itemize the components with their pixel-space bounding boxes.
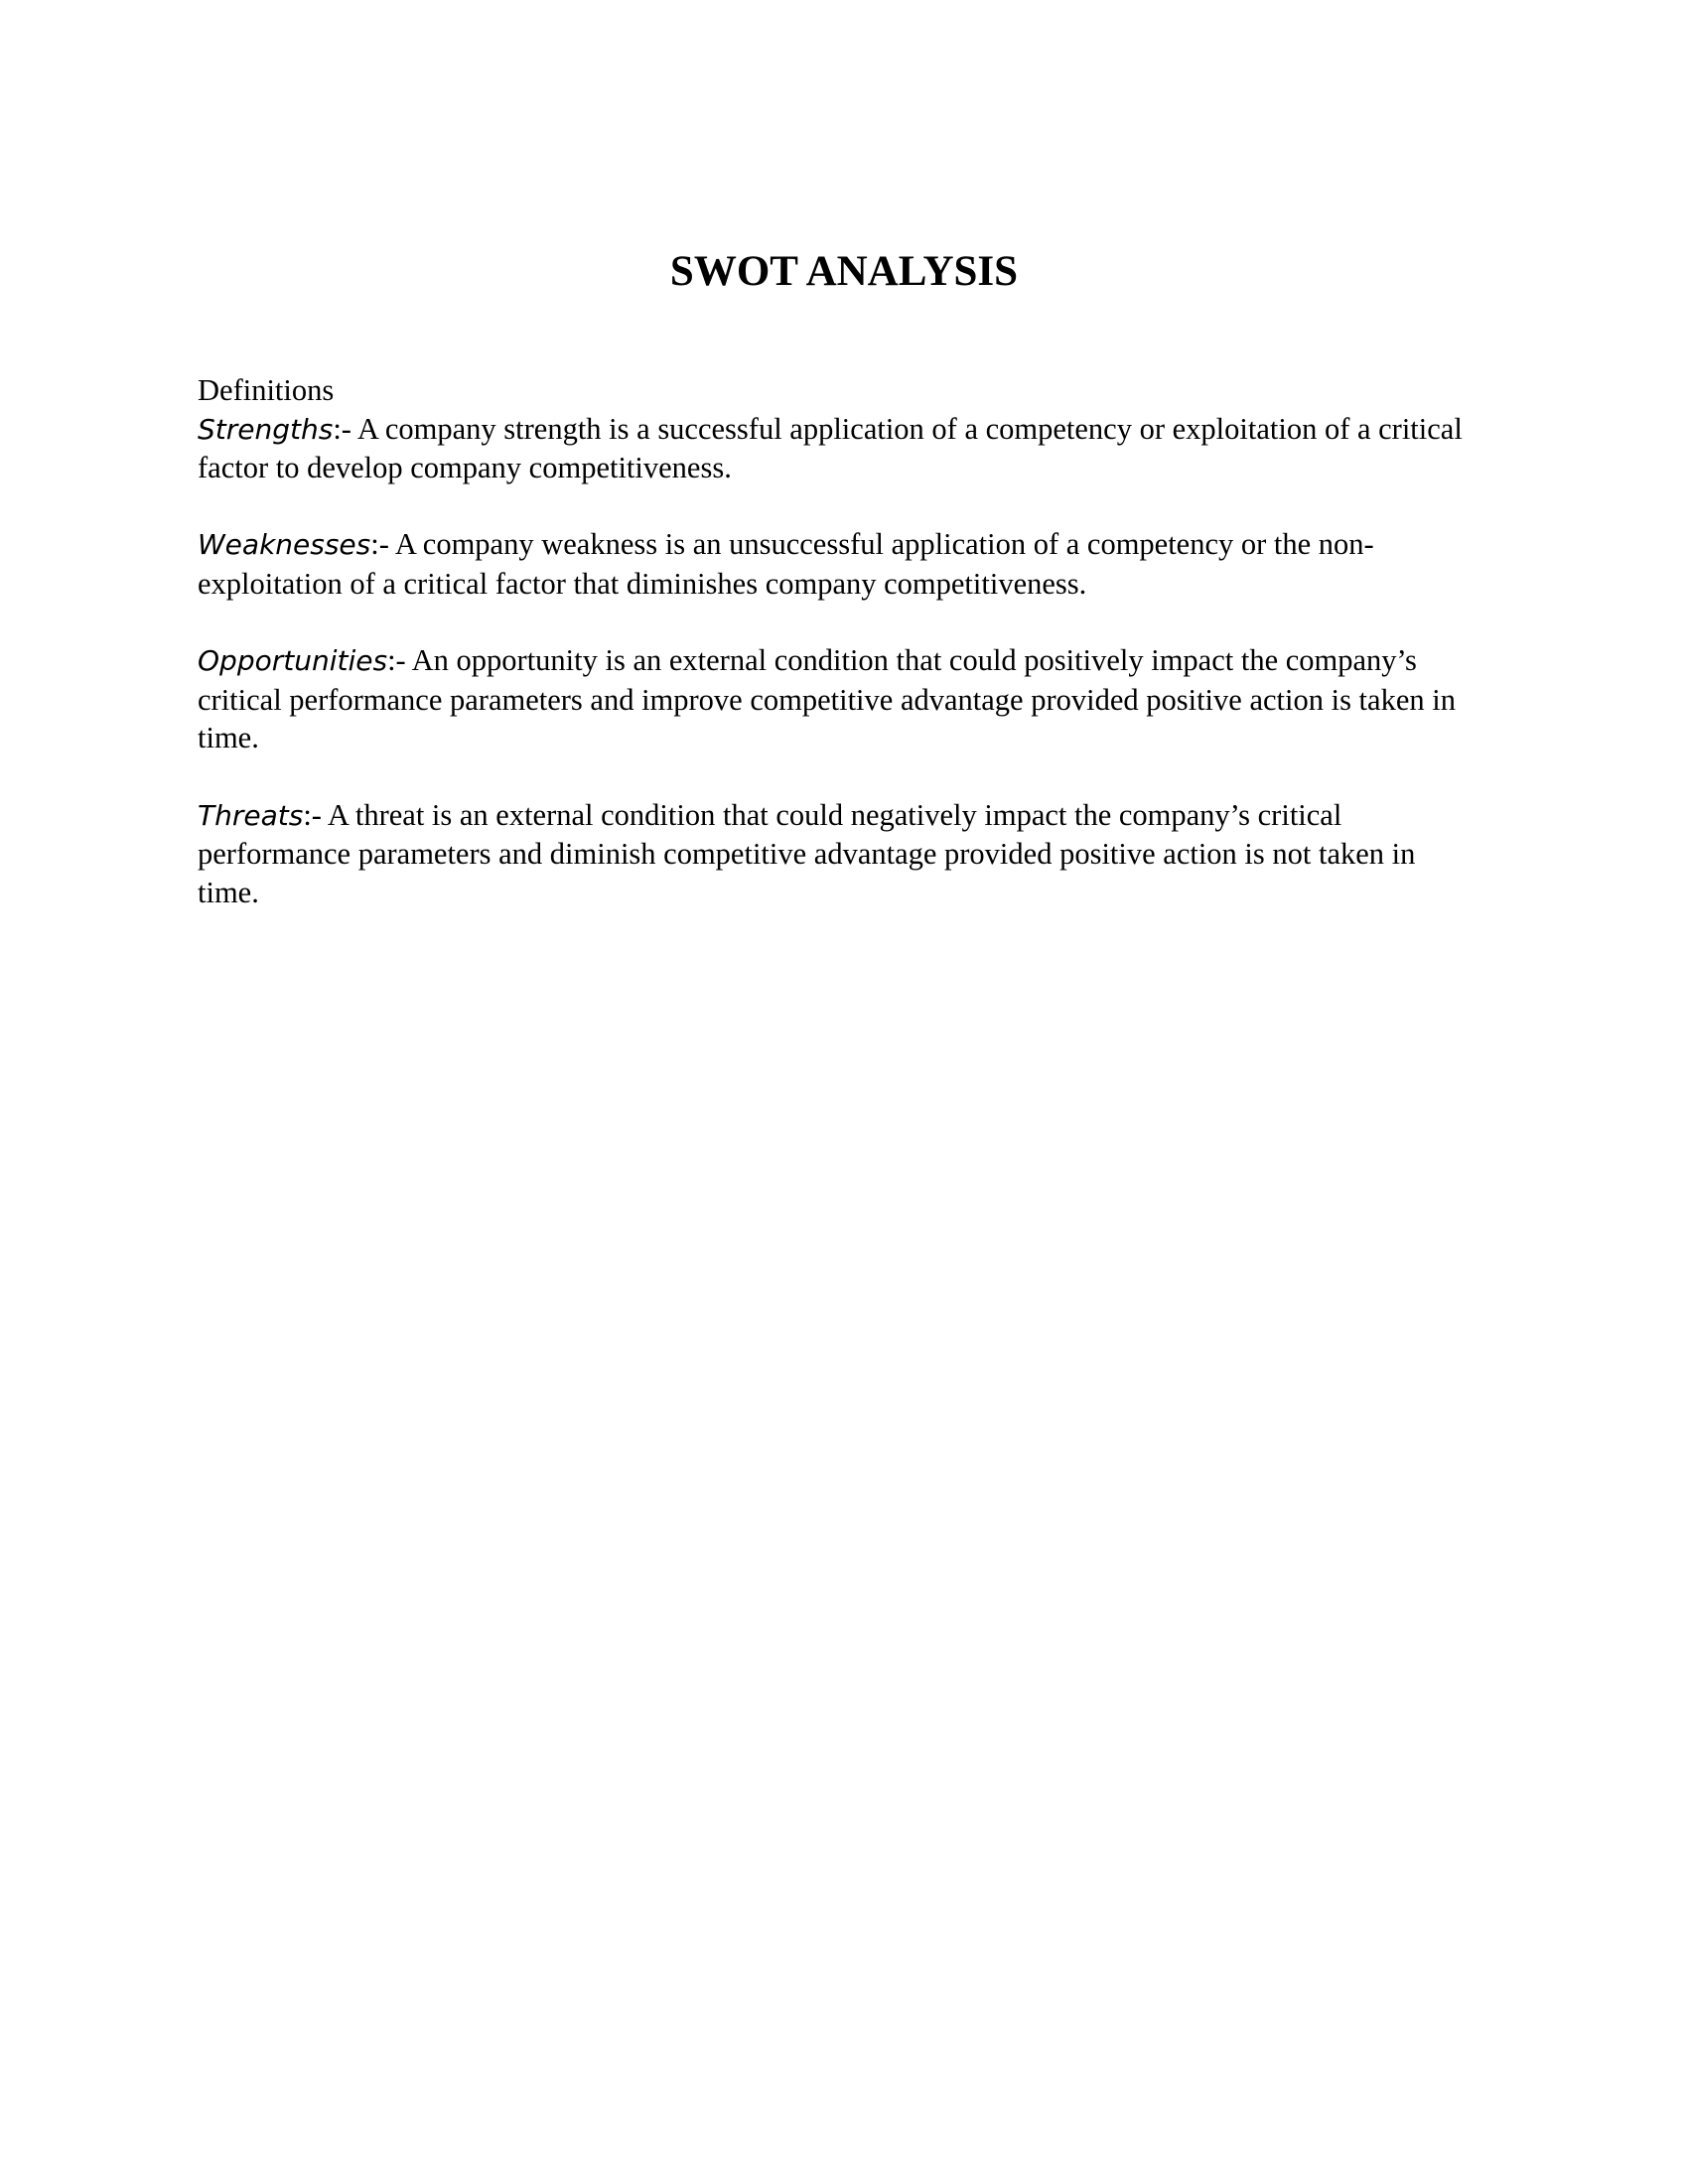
definition-text: A company weakness is an unsuccessful application of a competency or the non-exploitation of a critical factor that diminishes company competitiveness. <box>198 527 1374 601</box>
definition-threats <box>198 796 1478 912</box>
term-strengths: Strengths <box>198 412 334 446</box>
term-separator: :- <box>333 411 357 446</box>
definition-strengths <box>198 410 1478 487</box>
term-threats: Threats <box>198 798 304 832</box>
term-separator: :- <box>303 797 328 832</box>
definition-weaknesses <box>198 525 1478 603</box>
document-body <box>198 371 1478 950</box>
definition-text: A threat is an external condition that could negatively impact the company’s critical performance parameters and diminish competitive advantage provided positive action is not taken in time. <box>198 797 1416 909</box>
definition-text: A company strength is a successful application of a competency or exploitation of a critical factor to develop company competitiveness. <box>198 411 1463 485</box>
term-opportunities: Opportunities <box>198 644 388 678</box>
term-separator: :- <box>387 643 412 678</box>
term-weaknesses: Weaknesses <box>198 528 371 562</box>
page-title: SWOT ANALYSIS <box>669 248 1019 295</box>
section-heading-definitions: Definitions <box>198 373 335 407</box>
definition-text: An opportunity is an external condition that could positively impact the company’s critical performance parameters and improve competitive advantage provided positive action is taken in time. <box>198 643 1456 755</box>
term-separator: :- <box>370 527 395 562</box>
definition-opportunities <box>198 641 1478 757</box>
